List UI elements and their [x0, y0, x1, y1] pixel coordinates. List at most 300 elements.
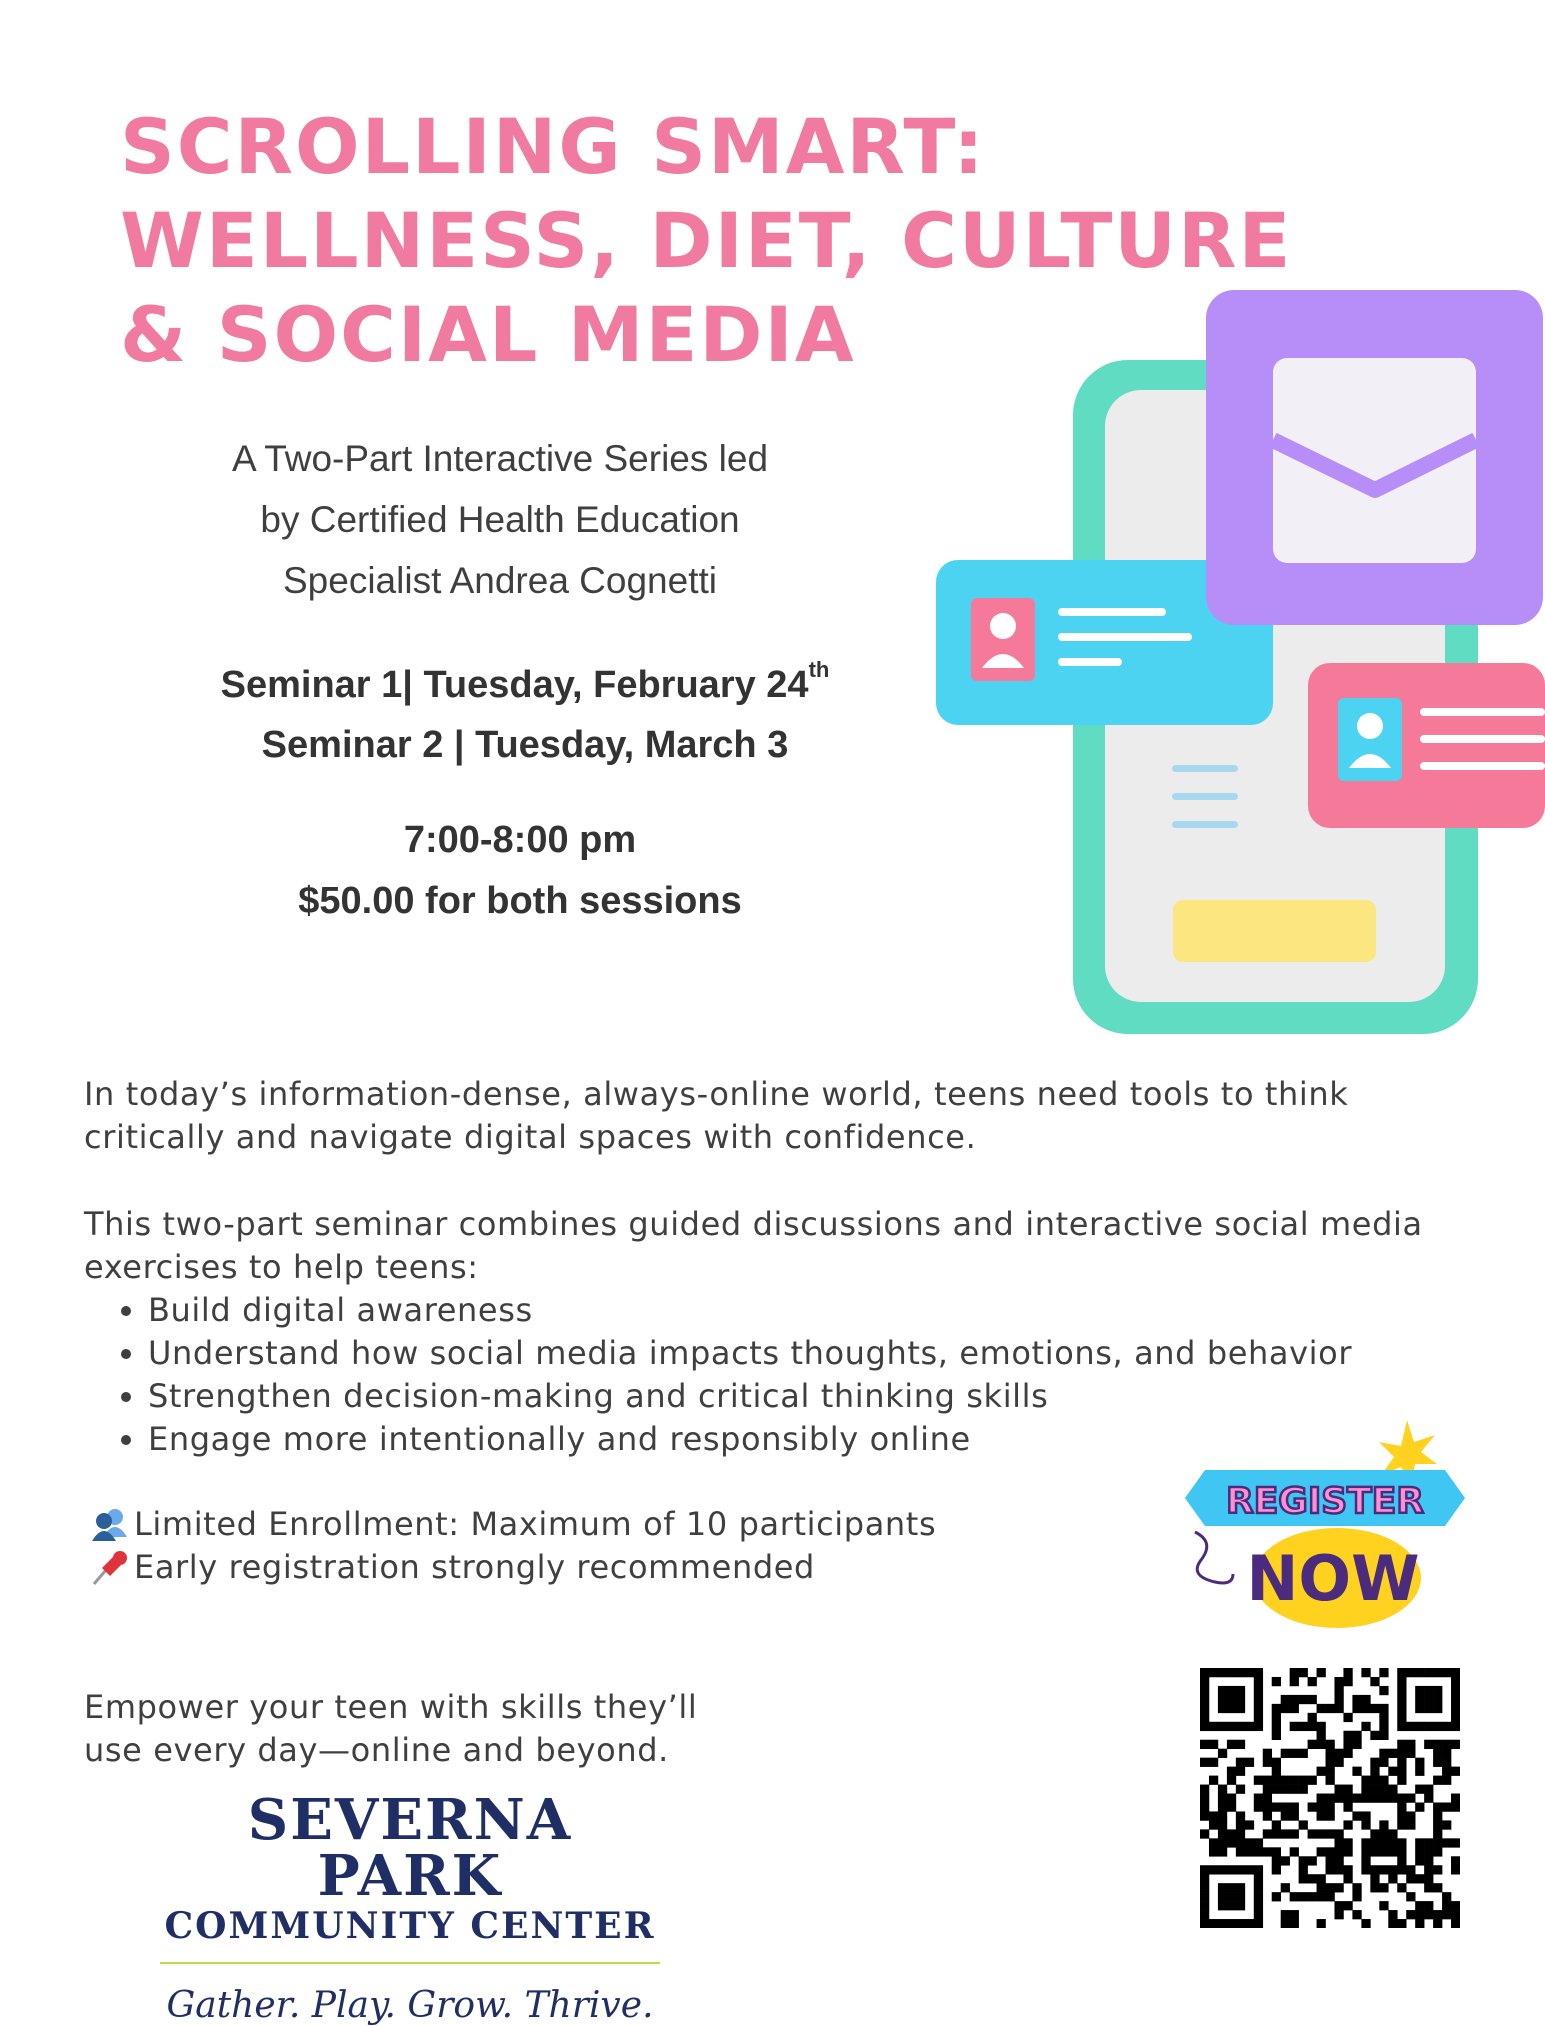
- qr-module: [1281, 1749, 1290, 1758]
- qr-module: [1218, 1901, 1227, 1910]
- qr-module: [1334, 1847, 1343, 1856]
- qr-module: [1317, 1847, 1326, 1856]
- qr-module: [1388, 1874, 1397, 1883]
- qr-module: [1326, 1883, 1335, 1892]
- qr-module: [1218, 1919, 1227, 1928]
- qr-module: [1388, 1749, 1397, 1758]
- qr-module: [1388, 1838, 1397, 1847]
- qr-module: [1451, 1910, 1460, 1919]
- qr-module: [1415, 1767, 1424, 1776]
- qr-code[interactable]: [1200, 1668, 1460, 1928]
- qr-module: [1379, 1785, 1388, 1794]
- qr-module: [1317, 1794, 1326, 1803]
- qr-module: [1415, 1668, 1424, 1677]
- qr-module: [1424, 1856, 1433, 1865]
- qr-module: [1379, 1829, 1388, 1838]
- qr-module: [1451, 1704, 1460, 1713]
- qr-module: [1334, 1856, 1343, 1865]
- qr-module: [1424, 1874, 1433, 1883]
- qr-module: [1352, 1731, 1361, 1740]
- qr-module: [1272, 1758, 1281, 1767]
- qr-module: [1442, 1776, 1451, 1785]
- qr-module: [1352, 1794, 1361, 1803]
- qr-module: [1397, 1776, 1406, 1785]
- qr-module: [1326, 1811, 1335, 1820]
- qr-module: [1281, 1829, 1290, 1838]
- qr-module: [1200, 1919, 1209, 1928]
- qr-module: [1370, 1874, 1379, 1883]
- qr-module: [1361, 1704, 1370, 1713]
- qr-module: [1218, 1794, 1227, 1803]
- qr-module: [1299, 1776, 1308, 1785]
- qr-module: [1397, 1668, 1406, 1677]
- qr-module: [1245, 1668, 1254, 1677]
- session-details: [150, 810, 890, 932]
- qr-module: [1200, 1892, 1209, 1901]
- qr-module: [1424, 1740, 1433, 1749]
- qr-module: [1415, 1856, 1424, 1865]
- qr-module: [1406, 1865, 1415, 1874]
- phone-button: [1173, 900, 1376, 962]
- qr-module: [1433, 1704, 1442, 1713]
- qr-module: [1254, 1910, 1263, 1919]
- qr-module: [1200, 1802, 1209, 1811]
- qr-module: [1263, 1794, 1272, 1803]
- qr-module: [1352, 1740, 1361, 1749]
- qr-module: [1272, 1776, 1281, 1785]
- qr-module: [1227, 1829, 1236, 1838]
- qr-module: [1272, 1731, 1281, 1740]
- qr-module: [1299, 1695, 1308, 1704]
- qr-module: [1442, 1910, 1451, 1919]
- qr-module: [1397, 1820, 1406, 1829]
- register-word: REGISTER: [1225, 1481, 1425, 1522]
- qr-module: [1361, 1776, 1370, 1785]
- qr-module: [1379, 1713, 1388, 1722]
- qr-module: [1397, 1749, 1406, 1758]
- qr-module: [1424, 1722, 1433, 1731]
- qr-module: [1236, 1722, 1245, 1731]
- qr-module: [1227, 1722, 1236, 1731]
- qr-module: [1272, 1820, 1281, 1829]
- qr-module: [1218, 1811, 1227, 1820]
- qr-module: [1388, 1865, 1397, 1874]
- qr-module: [1218, 1686, 1227, 1695]
- qr-module: [1308, 1874, 1317, 1883]
- qr-module: [1218, 1695, 1227, 1704]
- qr-module: [1236, 1820, 1245, 1829]
- qr-module: [1227, 1901, 1236, 1910]
- mail-card-purple: [1206, 290, 1543, 625]
- qr-module: [1415, 1874, 1424, 1883]
- qr-module: [1299, 1668, 1308, 1677]
- qr-module: [1433, 1820, 1442, 1829]
- qr-module: [1343, 1802, 1352, 1811]
- qr-module: [1263, 1829, 1272, 1838]
- qr-module: [1209, 1722, 1218, 1731]
- title-line-3: & SOCIAL MEDIA: [120, 290, 856, 379]
- closing-line-1: Empower your teen with skills they’ll: [84, 1688, 698, 1726]
- qr-module: [1451, 1695, 1460, 1704]
- qr-module: [1308, 1722, 1317, 1731]
- qr-module: [1254, 1865, 1263, 1874]
- qr-module: [1308, 1892, 1317, 1901]
- qr-module: [1334, 1695, 1343, 1704]
- qr-module: [1442, 1758, 1451, 1767]
- qr-module: [1317, 1874, 1326, 1883]
- qr-module: [1317, 1767, 1326, 1776]
- qr-module: [1326, 1847, 1335, 1856]
- qr-module: [1317, 1731, 1326, 1740]
- qr-module: [1361, 1695, 1370, 1704]
- subtitle-line-2: by Certified Health Education: [260, 499, 740, 540]
- qr-module: [1227, 1776, 1236, 1785]
- qr-module: [1451, 1668, 1460, 1677]
- now-word: NOW: [1246, 1542, 1420, 1615]
- qr-module: [1326, 1892, 1335, 1901]
- qr-module: [1451, 1713, 1460, 1722]
- qr-module: [1308, 1695, 1317, 1704]
- qr-module: [1290, 1829, 1299, 1838]
- qr-module: [1388, 1767, 1397, 1776]
- qr-module: [1406, 1910, 1415, 1919]
- qr-module: [1415, 1704, 1424, 1713]
- logo-divider: [160, 1962, 660, 1964]
- qr-module: [1442, 1767, 1451, 1776]
- qr-module: [1218, 1865, 1227, 1874]
- qr-module: [1272, 1856, 1281, 1865]
- qr-module: [1343, 1668, 1352, 1677]
- qr-module: [1370, 1758, 1379, 1767]
- qr-module: [1415, 1901, 1424, 1910]
- qr-module: [1245, 1820, 1254, 1829]
- qr-module: [1406, 1874, 1415, 1883]
- qr-module: [1343, 1865, 1352, 1874]
- qr-module: [1317, 1919, 1326, 1928]
- qr-module: [1317, 1883, 1326, 1892]
- qr-module: [1370, 1838, 1379, 1847]
- qr-module: [1433, 1758, 1442, 1767]
- qr-module: [1290, 1919, 1299, 1928]
- qr-module: [1263, 1758, 1272, 1767]
- qr-module: [1272, 1847, 1281, 1856]
- qr-module: [1218, 1722, 1227, 1731]
- qr-module: [1245, 1758, 1254, 1767]
- qr-module: [1236, 1838, 1245, 1847]
- qr-module: [1379, 1758, 1388, 1767]
- qr-module: [1326, 1758, 1335, 1767]
- qr-module: [1200, 1910, 1209, 1919]
- qr-module: [1290, 1802, 1299, 1811]
- qr-module: [1361, 1811, 1370, 1820]
- qr-module: [1326, 1704, 1335, 1713]
- qr-module: [1317, 1668, 1326, 1677]
- qr-module: [1254, 1847, 1263, 1856]
- qr-module: [1379, 1704, 1388, 1713]
- qr-module: [1415, 1802, 1424, 1811]
- qr-module: [1299, 1722, 1308, 1731]
- qr-module: [1218, 1749, 1227, 1758]
- qr-module: [1415, 1686, 1424, 1695]
- qr-module: [1200, 1686, 1209, 1695]
- qr-module: [1254, 1668, 1263, 1677]
- qr-module: [1299, 1892, 1308, 1901]
- qr-module: [1281, 1883, 1290, 1892]
- intro-paragraph-2: This two-part seminar combines guided discussions and interactive social media exercises to help teens:: [84, 1205, 1423, 1286]
- qr-module: [1406, 1668, 1415, 1677]
- qr-module: [1281, 1776, 1290, 1785]
- subtitle-line-1: A Two-Part Interactive Series led: [231, 438, 769, 479]
- qr-module: [1236, 1901, 1245, 1910]
- logo-tagline: Gather. Play. Grow. Thrive.: [166, 1985, 654, 2026]
- closing-text: [84, 1686, 697, 1772]
- qr-module: [1379, 1776, 1388, 1785]
- qr-module: [1379, 1838, 1388, 1847]
- subtitle-line-3: Specialist Andrea Cognetti: [283, 560, 717, 601]
- qr-module: [1290, 1695, 1299, 1704]
- qr-module: [1352, 1883, 1361, 1892]
- qr-module: [1343, 1677, 1352, 1686]
- qr-module: [1254, 1802, 1263, 1811]
- qr-module: [1200, 1668, 1209, 1677]
- qr-module: [1308, 1802, 1317, 1811]
- qr-module: [1254, 1794, 1263, 1803]
- qr-module: [1227, 1794, 1236, 1803]
- qr-module: [1290, 1847, 1299, 1856]
- qr-module: [1334, 1758, 1343, 1767]
- qr-module: [1415, 1722, 1424, 1731]
- qr-module: [1433, 1838, 1442, 1847]
- qr-module: [1397, 1704, 1406, 1713]
- qr-module: [1326, 1767, 1335, 1776]
- qr-module: [1200, 1901, 1209, 1910]
- qr-module: [1424, 1883, 1433, 1892]
- qr-module: [1218, 1883, 1227, 1892]
- qr-module: [1317, 1704, 1326, 1713]
- qr-module: [1209, 1776, 1218, 1785]
- qr-module: [1254, 1838, 1263, 1847]
- qr-module: [1236, 1829, 1245, 1838]
- qr-module: [1236, 1695, 1245, 1704]
- qr-module: [1227, 1883, 1236, 1892]
- qr-module: [1361, 1847, 1370, 1856]
- qr-module: [1433, 1686, 1442, 1695]
- qr-module: [1451, 1677, 1460, 1686]
- qr-module: [1397, 1847, 1406, 1856]
- qr-module: [1308, 1677, 1317, 1686]
- qr-module: [1245, 1838, 1254, 1847]
- qr-module: [1299, 1874, 1308, 1883]
- qr-module: [1254, 1892, 1263, 1901]
- severna-park-logo: [150, 1787, 670, 2026]
- qr-module: [1343, 1740, 1352, 1749]
- qr-module: [1227, 1865, 1236, 1874]
- qr-module: [1388, 1829, 1397, 1838]
- qr-module: [1272, 1704, 1281, 1713]
- qr-module: [1370, 1767, 1379, 1776]
- qr-module: [1379, 1749, 1388, 1758]
- qr-module: [1299, 1820, 1308, 1829]
- qr-module: [1379, 1847, 1388, 1856]
- qr-module: [1209, 1919, 1218, 1928]
- qr-module: [1281, 1910, 1290, 1919]
- qr-module: [1379, 1820, 1388, 1829]
- qr-module: [1334, 1704, 1343, 1713]
- qr-module: [1272, 1829, 1281, 1838]
- qr-module: [1308, 1829, 1317, 1838]
- qr-module: [1388, 1794, 1397, 1803]
- qr-module: [1254, 1686, 1263, 1695]
- qr-module: [1245, 1847, 1254, 1856]
- qr-module: [1388, 1910, 1397, 1919]
- qr-module: [1290, 1677, 1299, 1686]
- qr-module: [1236, 1919, 1245, 1928]
- qr-module: [1334, 1883, 1343, 1892]
- qr-module: [1352, 1704, 1361, 1713]
- qr-module: [1442, 1802, 1451, 1811]
- qr-module: [1424, 1910, 1433, 1919]
- qr-module: [1290, 1811, 1299, 1820]
- qr-module: [1442, 1820, 1451, 1829]
- qr-module: [1352, 1811, 1361, 1820]
- qr-module: [1334, 1686, 1343, 1695]
- qr-module: [1397, 1677, 1406, 1686]
- qr-module: [1406, 1820, 1415, 1829]
- qr-module: [1397, 1758, 1406, 1767]
- qr-module: [1218, 1829, 1227, 1838]
- qr-module: [1433, 1776, 1442, 1785]
- qr-module: [1290, 1668, 1299, 1677]
- list-item: • Build digital awareness: [148, 1289, 1464, 1332]
- qr-module: [1200, 1758, 1209, 1767]
- qr-module: [1236, 1758, 1245, 1767]
- qr-module: [1326, 1776, 1335, 1785]
- seminar-2-date: Seminar 2 | Tuesday, March 3: [261, 724, 789, 766]
- qr-module: [1415, 1847, 1424, 1856]
- qr-module: [1209, 1668, 1218, 1677]
- qr-module: [1433, 1668, 1442, 1677]
- qr-module: [1442, 1668, 1451, 1677]
- qr-module: [1209, 1758, 1218, 1767]
- qr-module: [1424, 1785, 1433, 1794]
- qr-module: [1334, 1794, 1343, 1803]
- qr-module: [1406, 1740, 1415, 1749]
- qr-module: [1281, 1811, 1290, 1820]
- qr-module: [1317, 1892, 1326, 1901]
- qr-module: [1361, 1856, 1370, 1865]
- qr-module: [1451, 1722, 1460, 1731]
- qr-module: [1317, 1740, 1326, 1749]
- qr-module: [1227, 1919, 1236, 1928]
- qr-module: [1388, 1785, 1397, 1794]
- qr-module: [1424, 1901, 1433, 1910]
- qr-module: [1451, 1856, 1460, 1865]
- qr-module: [1433, 1749, 1442, 1758]
- qr-module: [1236, 1892, 1245, 1901]
- qr-module: [1334, 1901, 1343, 1910]
- qr-module: [1200, 1740, 1209, 1749]
- qr-module: [1370, 1829, 1379, 1838]
- qr-module: [1200, 1794, 1209, 1803]
- qr-module: [1200, 1811, 1209, 1820]
- qr-module: [1424, 1865, 1433, 1874]
- qr-module: [1451, 1865, 1460, 1874]
- seminar-schedule: [150, 655, 900, 775]
- qr-module: [1254, 1776, 1263, 1785]
- qr-module: [1209, 1820, 1218, 1829]
- qr-module: [1433, 1802, 1442, 1811]
- people-icon: [84, 1505, 134, 1545]
- qr-module: [1379, 1731, 1388, 1740]
- qr-module: [1308, 1740, 1317, 1749]
- qr-module: [1263, 1811, 1272, 1820]
- qr-module: [1200, 1713, 1209, 1722]
- swirl-icon: [1195, 1532, 1233, 1583]
- qr-module: [1209, 1740, 1218, 1749]
- qr-module: [1442, 1901, 1451, 1910]
- qr-module: [1236, 1847, 1245, 1856]
- qr-module: [1218, 1820, 1227, 1829]
- qr-module: [1218, 1785, 1227, 1794]
- qr-module: [1290, 1892, 1299, 1901]
- qr-module: [1361, 1722, 1370, 1731]
- qr-module: [1334, 1785, 1343, 1794]
- qr-module: [1263, 1802, 1272, 1811]
- qr-module: [1397, 1713, 1406, 1722]
- qr-module: [1397, 1695, 1406, 1704]
- list-item: • Understand how social media impacts thoughts, emotions, and behavior: [148, 1332, 1464, 1375]
- qr-module: [1290, 1785, 1299, 1794]
- qr-module: [1200, 1677, 1209, 1686]
- qr-module: [1334, 1829, 1343, 1838]
- profile-card-pink: [1308, 663, 1545, 828]
- qr-module: [1415, 1838, 1424, 1847]
- qr-module: [1263, 1785, 1272, 1794]
- register-now-badge[interactable]: [1185, 1420, 1485, 1635]
- qr-module: [1415, 1910, 1424, 1919]
- qr-module: [1397, 1740, 1406, 1749]
- qr-module: [1415, 1919, 1424, 1928]
- qr-module: [1397, 1722, 1406, 1731]
- qr-module: [1370, 1776, 1379, 1785]
- qr-module: [1272, 1892, 1281, 1901]
- qr-module: [1442, 1749, 1451, 1758]
- qr-module: [1406, 1811, 1415, 1820]
- qr-module: [1379, 1794, 1388, 1803]
- qr-module: [1433, 1865, 1442, 1874]
- qr-module: [1218, 1802, 1227, 1811]
- qr-module: [1433, 1740, 1442, 1749]
- logo-name: SEVERNA PARK: [247, 1787, 573, 1909]
- qr-module: [1334, 1865, 1343, 1874]
- qr-module: [1290, 1704, 1299, 1713]
- qr-module: [1415, 1785, 1424, 1794]
- note-registration-text: Early registration strongly recommended: [134, 1548, 815, 1586]
- qr-module: [1352, 1695, 1361, 1704]
- qr-module: [1299, 1856, 1308, 1865]
- qr-module: [1281, 1785, 1290, 1794]
- qr-module: [1254, 1713, 1263, 1722]
- qr-module: [1334, 1749, 1343, 1758]
- qr-module: [1254, 1704, 1263, 1713]
- qr-module: [1254, 1874, 1263, 1883]
- seminar-1-date: Seminar 1| Tuesday, February 24th: [220, 657, 830, 706]
- closing-line-2: use every day—online and beyond.: [84, 1731, 669, 1769]
- qr-module: [1209, 1838, 1218, 1847]
- qr-module: [1272, 1785, 1281, 1794]
- qr-module: [1397, 1856, 1406, 1865]
- qr-module: [1236, 1704, 1245, 1713]
